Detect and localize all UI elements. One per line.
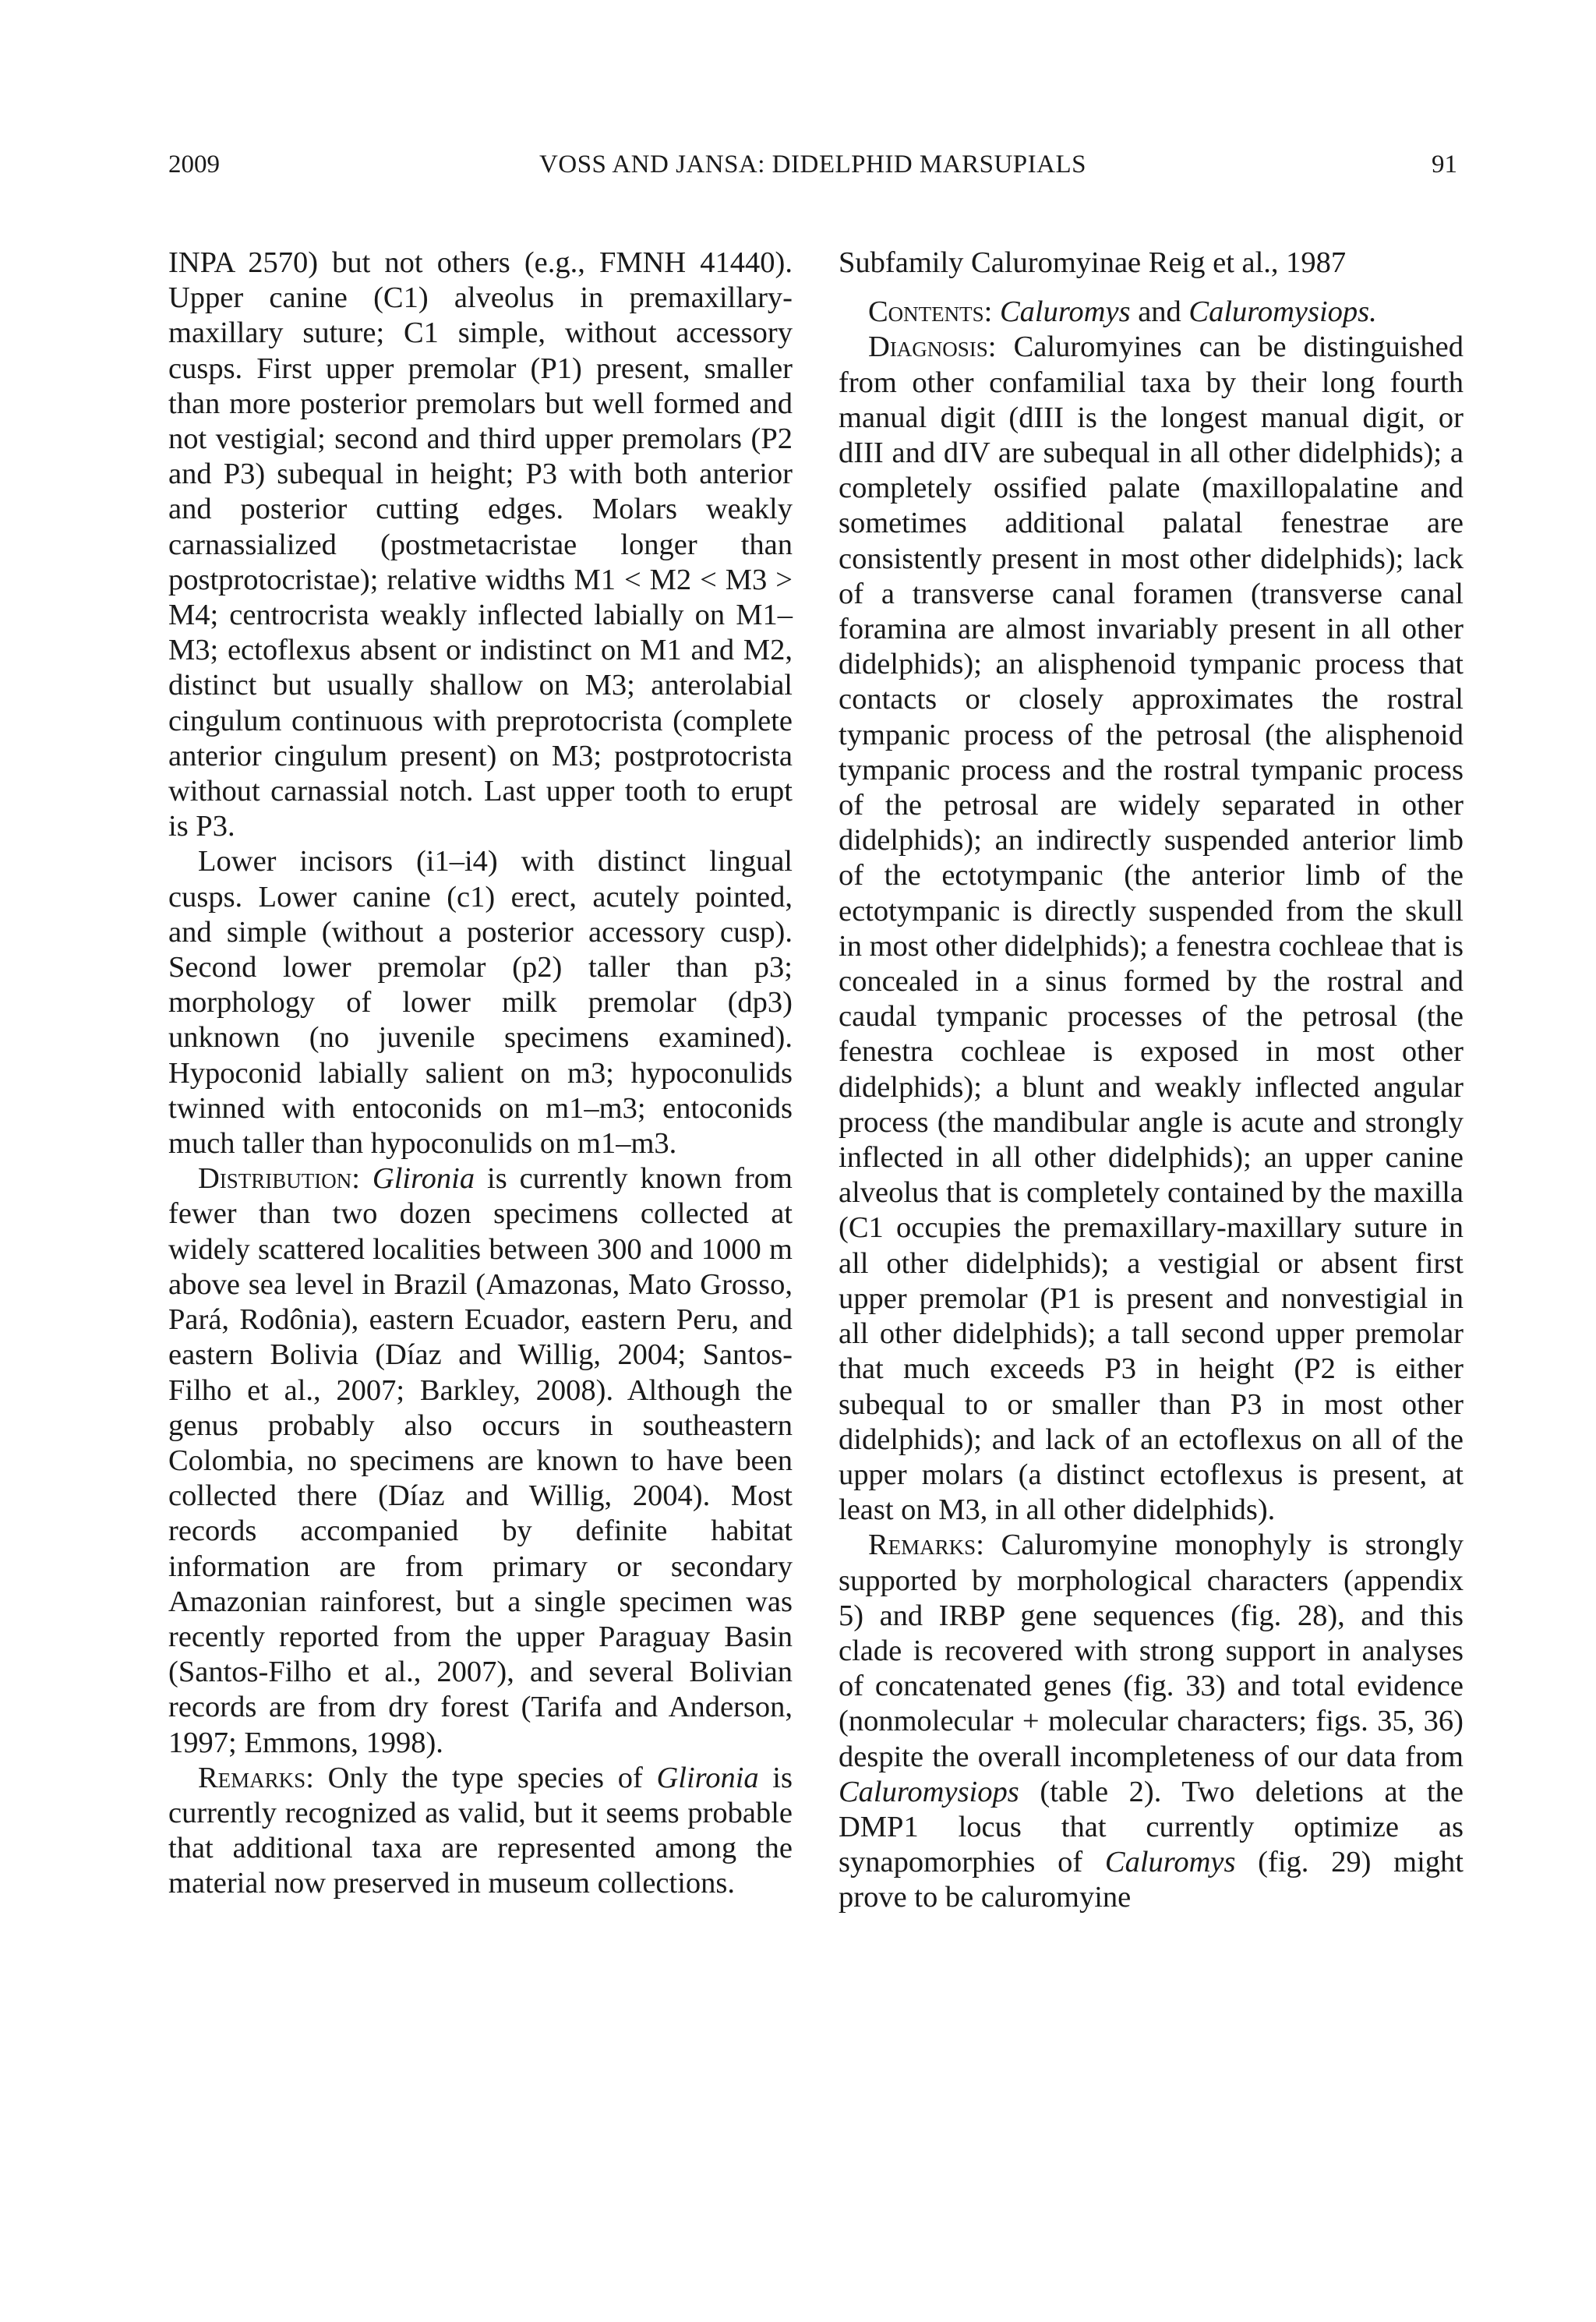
diagnosis-paragraph xyxy=(839,330,1464,1528)
diagnosis-label: Diagnosis: xyxy=(868,330,997,364)
header-year: 2009 xyxy=(168,150,220,178)
running-title: VOSS AND JANSA: DIDELPHID MARSUPIALS xyxy=(539,150,1086,178)
left-column xyxy=(168,246,793,1902)
remarks-label: Remarks: xyxy=(868,1529,984,1562)
contents-conjunction: and xyxy=(1130,295,1189,329)
genus-name: Glironia xyxy=(656,1761,759,1794)
genus-name: Caluromysiops xyxy=(839,1775,1019,1808)
lower-dentition-paragraph: Lower incisors (i1–i4) with distinct lingual cusps. Lower canine (c1) erect, acutely pointed, and simple (without a posterior accessory cusp). Second lower premolar (p2) taller than p3; morphology of lower milk premolar (dp3) unknown (no juvenile specimens examined). Hypoconid labially salient on m3; hypoconulids twinned with entoconids on m1–m3; entoconids much taller than hypoconulids on m1–m3. xyxy=(168,845,793,1161)
diagnosis-text: Caluromyines can be distinguished from other confamilial taxa by their long fourth manual digit (dIII is the longest manual digit, or dIII and dIV are subequal in all other didelphids); a completely ossified palate (maxillopalatine and sometimes additional palatal fenestrae are consistently present in most other didelphids); lack of a transverse canal foramen (transverse canal foramina are almost invariably present in all other didelphids); an alisphenoid tympanic process that contacts or closely approximates the rostral tympanic process of the petrosal (the alisphenoid tympanic process and the rostral tympanic process of the petrosal are widely separated in other didelphids); an indirectly suspended anterior limb of the ectotympanic (the anterior limb of the ectotympanic is directly suspended from the skull in most other didelphids); a fenestra cochleae that is concealed in a sinus formed by the rostral and caudal tympanic processes of the petrosal (the fenestra cochleae is exposed in most other didelphids); a blunt and weakly inflected angular process (the mandibular angle is acute and strongly inflected in all other didelphids); an upper canine alveolus that is completely contained by the maxilla (C1 occupies the premaxillary-maxillary suture in all other didelphids); a vestigial or absent first upper premolar (P1 is present and nonvestigial in all other didelphids); a tall second upper premolar that much exceeds P3 in height (P2 is either subequal to or smaller than P3 in most other didelphids); and lack of an ectoflexus on all of the upper molars (a distinct ectoflexus is present, at least on M3, in all other didelphids). xyxy=(839,330,1464,1527)
remarks-text: Caluromyine monophyly is strongly supported by morphological characters (appendix 5) and IRBP gene sequences (fig. 28), and this clade is recovered with strong support in analyses of concatenated genes (fig. 33) and total evidence (nonmolecular + molecular characters; figs. 35, 36) despite the overall incompleteness of our data from xyxy=(839,1529,1464,1773)
remarks-text: (fig. 29) might prove to be caluromyine xyxy=(839,1846,1464,1914)
genus-name: Caluromysiops. xyxy=(1188,295,1377,329)
distribution-label: Distribution: xyxy=(198,1162,360,1196)
genus-name: Caluromys xyxy=(1000,295,1131,329)
right-column xyxy=(839,246,1464,1916)
remarks-paragraph xyxy=(839,1528,1464,1915)
remarks-label: Remarks: xyxy=(198,1761,314,1794)
page-number: 91 xyxy=(1432,150,1457,178)
genus-name: Glironia xyxy=(372,1162,475,1196)
distribution-text: is currently known from fewer than two dozen specimens collected at widely scattered localities between 300 and 1000 m above sea level in Brazil (Amazonas, Mato Grosso, Pará, Rodônia), eastern Ecuador, eastern Peru, and eastern Bolivia (Díaz and Willig, 2004; Santos-Filho et al., 2007; Barkley, 2008). Although the genus probably also occurs in southeastern Colombia, no specimens are known to have been collected there (Díaz and Willig, 2004). Most records accompanied by definite habitat information are from primary or secondary Amazonian rainforest, but a single specimen was recently reported from the upper Paraguay Basin (Santos-Filho et al., 2007), and several Bolivian records are from dry forest (Tarifa and Anderson, 1997; Emmons, 1998). xyxy=(168,1162,793,1759)
remarks-text: (table 2). Two deletions at the DMP1 locus that currently optimize as synapomorphies of xyxy=(839,1775,1464,1879)
contents-paragraph xyxy=(839,295,1464,330)
subfamily-heading: Subfamily Caluromyinae Reig et al., 1987 xyxy=(839,246,1347,279)
running-header xyxy=(168,145,1457,184)
upper-dentition-paragraph: INPA 2570) but not others (e.g., FMNH 41440). Upper canine (C1) alveolus in premaxillary-maxillary suture; C1 simple, without accessory cusps. First upper premolar (P1) present, smaller than more posterior premolars but well formed and not vestigial; second and third upper premolars (P2 and P3) subequal in height; P3 with both anterior and posterior cutting edges. Molars weakly carnassialized (postmetacristae longer than postprotocristae); relative widths M1 < M2 < M3 > M4; centrocrista weakly inflected labially on M1–M3; ectoflexus absent or indistinct on M1 and M2, distinct but usually shallow on M3; anterolabial cingulum continuous with preprotocrista (complete anterior cingulum present) on M3; postprotocrista without carnassial notch. Last upper tooth to erupt is P3. xyxy=(168,246,793,843)
contents-label: Contents: xyxy=(868,295,993,329)
distribution-paragraph xyxy=(168,1161,793,1760)
genus-name: Caluromys xyxy=(1104,1846,1236,1879)
remarks-paragraph xyxy=(168,1761,793,1902)
remarks-pre-text: Only the type species of xyxy=(313,1761,657,1794)
remarks-text: is currently recognized as valid, but it seems probable that additional taxa are represented among the material now preserved in museum collections. xyxy=(168,1761,793,1900)
